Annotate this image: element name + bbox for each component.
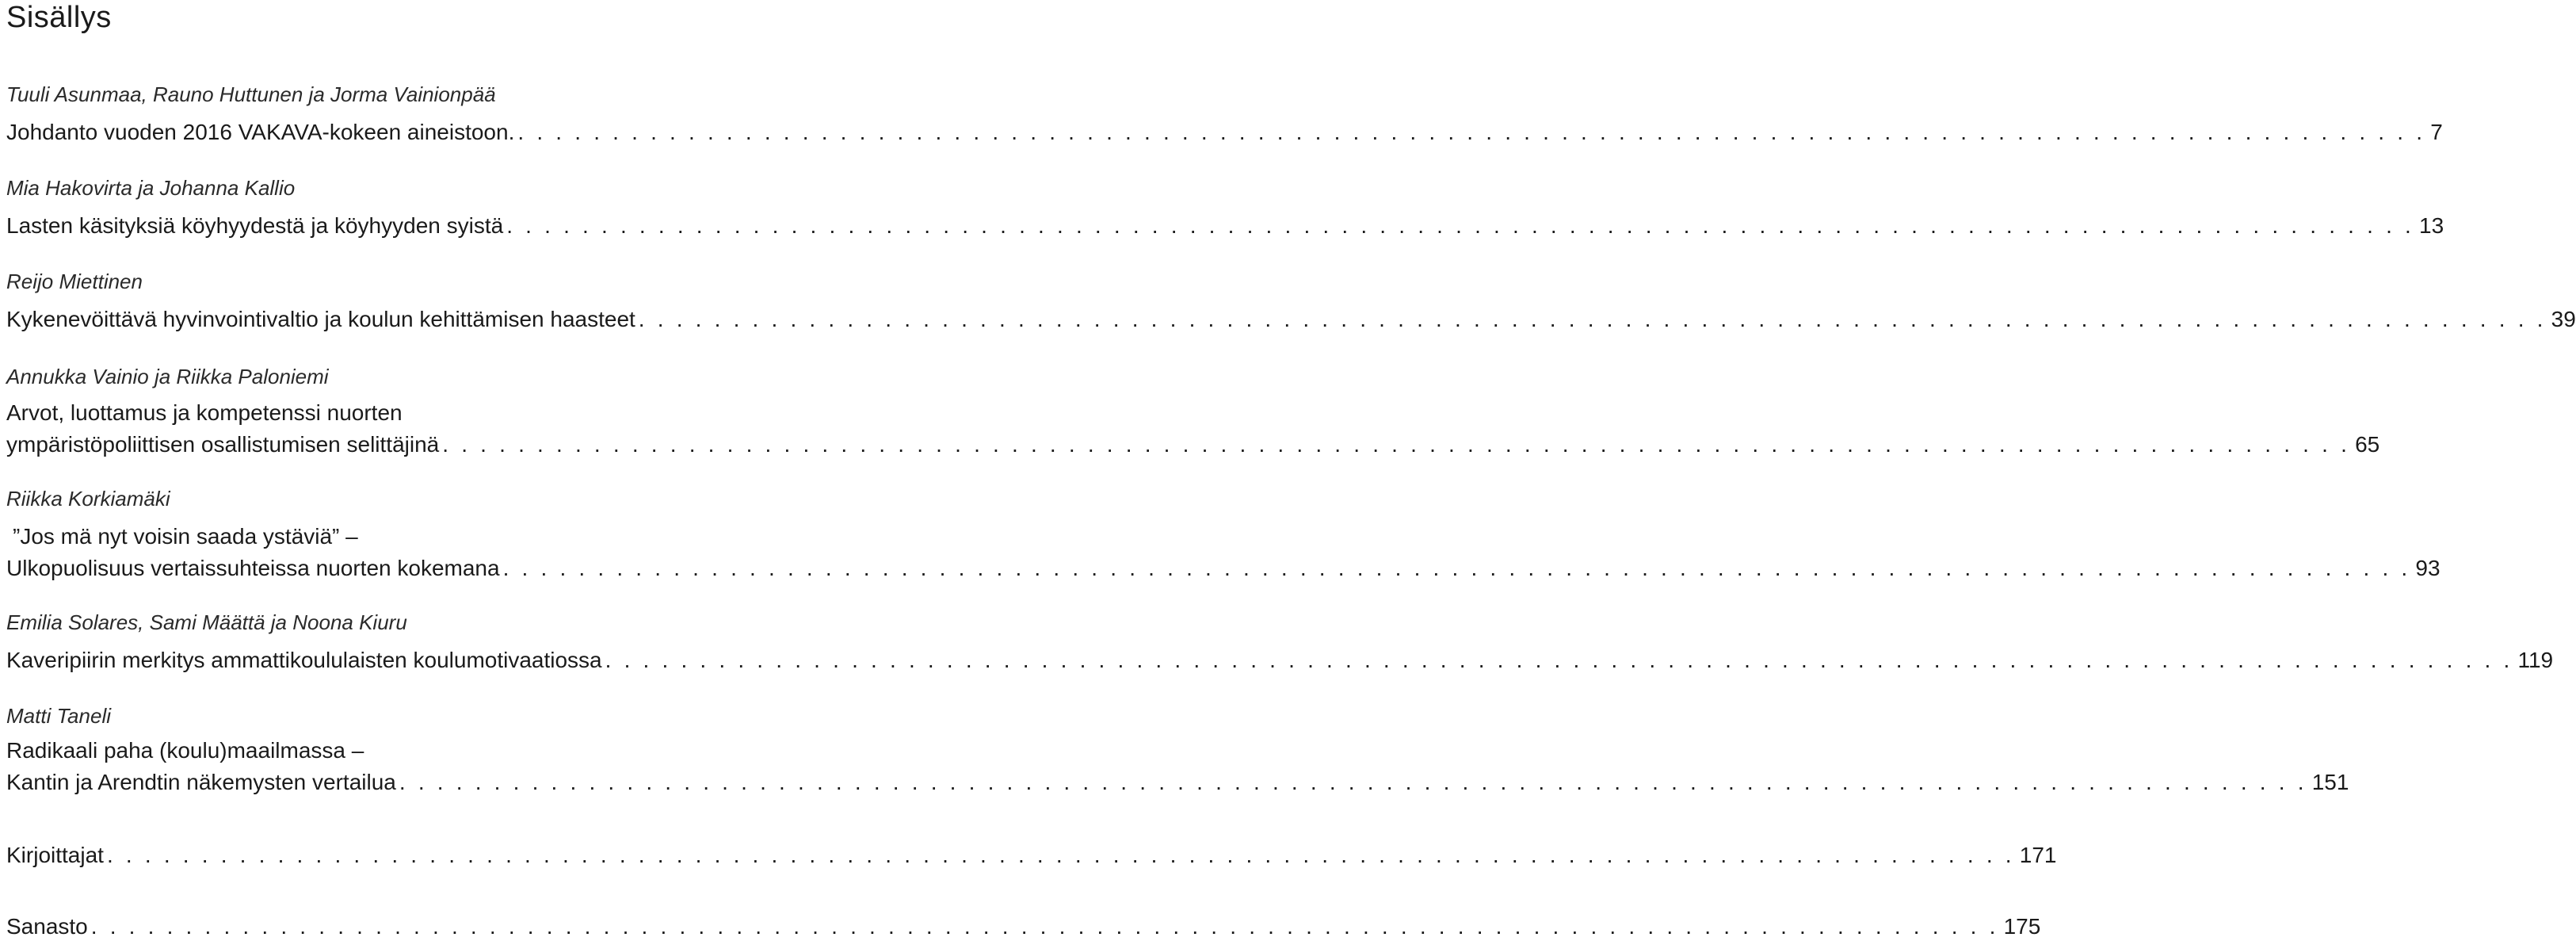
dot-leader: . . . . . . . . . . . . . . . . . . . . . . . . . . . . . . . . . . . . . . . . . . . . . . . . . . . . . . . . . . . . . . . . . . . . . . . . . . . . . . . . . . . . . . . . . . . . . . . . . . . . .: [506, 213, 2415, 238]
entry-title-line[interactable]: [6, 212, 2444, 239]
entry-title-line[interactable]: [6, 555, 2441, 582]
entry-title: ympäristöpoliittisen osallistumisen selittäjinä: [6, 432, 440, 457]
entry-author: Annukka Vainio ja Riikka Paloniemi: [6, 365, 329, 388]
entry-title: Sanasto: [6, 914, 88, 939]
page-title: Sisällys: [6, 1, 112, 34]
entry-title-line[interactable]: [6, 913, 2041, 940]
entry-title: Kaveripiirin merkitys ammattikoululaisten koulumotivaatiossa: [6, 648, 602, 672]
entry-author: Mia Hakovirta ja Johanna Kallio: [6, 176, 296, 200]
page-number: 39: [2551, 307, 2576, 331]
dot-leader: . . . . . . . . . . . . . . . . . . . . . . . . . . . . . . . . . . . . . . . . . . . . . . . . . . . . . . . . . . . . . . . . . . . . . . . . . . . . . . . . . . . . . . . . . . . . . . . . . . . . .: [605, 648, 2513, 672]
entry-title-line[interactable]: [6, 647, 2554, 674]
entry-title-line[interactable]: [6, 431, 2380, 458]
page-number: 65: [2355, 432, 2380, 457]
entry-title-line[interactable]: [6, 306, 2576, 333]
dot-leader: . . . . . . . . . . . . . . . . . . . . . . . . . . . . . . . . . . . . . . . . . . . . . . . . . . . . . . . . . . . . . . . . . . . . . . . . . . . . . . . . . . . . . . . . . . . . . . . . . . . . .: [502, 556, 2411, 580]
entry-title-line[interactable]: [6, 119, 2443, 146]
entry-title: Johdanto vuoden 2016 VAKAVA-kokeen aineistoon.: [6, 120, 515, 144]
page-number: 93: [2415, 556, 2441, 580]
entry-title: Kantin ja Arendtin näkemysten vertailua: [6, 770, 396, 794]
dot-leader: . . . . . . . . . . . . . . . . . . . . . . . . . . . . . . . . . . . . . . . . . . . . . . . . . . . . . . . . . . . . . . . . . . . . . . . . . . . . . . . . . . . . . . . . . . . . . . . . . . . . .: [399, 770, 2307, 794]
entry-title-line[interactable]: [6, 769, 2349, 796]
page-number: 7: [2430, 120, 2443, 144]
entry-author: Riikka Korkiamäki: [6, 487, 170, 511]
page-number: 175: [2003, 914, 2041, 939]
dot-leader: . . . . . . . . . . . . . . . . . . . . . . . . . . . . . . . . . . . . . . . . . . . . . . . . . . . . . . . . . . . . . . . . . . . . . . . . . . . . . . . . . . . . . . . . . . . . . . . . . . . . .: [106, 843, 2015, 867]
dot-leader: . . . . . . . . . . . . . . . . . . . . . . . . . . . . . . . . . . . . . . . . . . . . . . . . . . . . . . . . . . . . . . . . . . . . . . . . . . . . . . . . . . . . . . . . . . . . . . . . . . . . .: [517, 120, 2426, 144]
page-number: 13: [2419, 213, 2444, 238]
dot-leader: . . . . . . . . . . . . . . . . . . . . . . . . . . . . . . . . . . . . . . . . . . . . . . . . . . . . . . . . . . . . . . . . . . . . . . . . . . . . . . . . . . . . . . . . . . . . . . . . . . . . .: [90, 914, 1999, 939]
entry-title: Ulkopuolisuus vertaissuhteissa nuorten kokemana: [6, 556, 500, 580]
entry-title-first-line: Arvot, luottamus ja kompetenssi nuorten: [6, 400, 403, 425]
page-number: 119: [2517, 648, 2554, 672]
entry-author: Emilia Solares, Sami Määttä ja Noona Kiuru: [6, 610, 407, 634]
entry-author: Reijo Miettinen: [6, 270, 143, 293]
entry-title: Kykenevöittävä hyvinvointivaltio ja koulun kehittämisen haasteet: [6, 307, 635, 331]
entry-title: Kirjoittajat: [6, 843, 104, 867]
page-number: 151: [2311, 770, 2349, 794]
dot-leader: . . . . . . . . . . . . . . . . . . . . . . . . . . . . . . . . . . . . . . . . . . . . . . . . . . . . . . . . . . . . . . . . . . . . . . . . . . . . . . . . . . . . . . . . . . . . . . . . . . . . .: [442, 432, 2351, 457]
entry-title-line[interactable]: [6, 842, 2057, 869]
entry-title-first-line: ”Jos mä nyt voisin saada ystäviä” –: [13, 524, 358, 549]
entry-title: Lasten käsityksiä köyhyydestä ja köyhyyden syistä: [6, 213, 504, 238]
dot-leader: . . . . . . . . . . . . . . . . . . . . . . . . . . . . . . . . . . . . . . . . . . . . . . . . . . . . . . . . . . . . . . . . . . . . . . . . . . . . . . . . . . . . . . . . . . . . . . . . . . . . .: [638, 307, 2547, 331]
entry-author: Matti Taneli: [6, 704, 111, 728]
entry-title-first-line: Radikaali paha (koulu)maailmassa –: [6, 738, 364, 763]
entry-author: Tuuli Asunmaa, Rauno Huttunen ja Jorma Vainionpää: [6, 82, 496, 106]
page-number: 171: [2019, 843, 2057, 867]
